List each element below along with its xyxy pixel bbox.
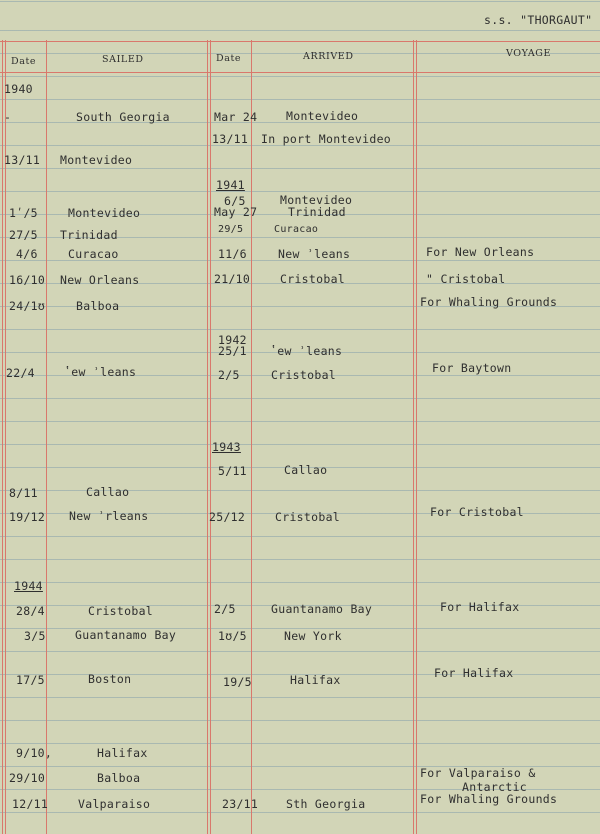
ship-name: s.s. "THORGAUT"	[484, 13, 593, 27]
header-arrived: ARRIVED	[303, 51, 354, 62]
year-1942: 1942	[218, 333, 247, 347]
sailed-port: Balboa	[97, 771, 141, 785]
sailed-port: South Georgia	[76, 110, 170, 124]
sail-date: 12/11	[12, 797, 49, 811]
sail-date: 19/12	[9, 510, 46, 524]
sail-date: 13/11	[4, 153, 41, 167]
arrived-port: Callao	[284, 463, 328, 477]
sailed-port: Trinidad	[60, 228, 118, 242]
arrive-date: 23/11	[222, 797, 259, 811]
sail-date: -	[4, 110, 12, 124]
sail-date: 1ʹ/5	[9, 206, 38, 220]
arrived-port: Curacao	[274, 224, 319, 235]
arrive-date: May 27	[214, 205, 258, 219]
arrive-date: 13/11	[212, 132, 249, 146]
sail-date: 27/5	[9, 228, 38, 242]
arrive-date: 1ʊ/5	[218, 629, 247, 643]
sail-date: 17/5	[16, 673, 45, 687]
sailed-column-rule	[46, 40, 47, 834]
sail-date: 8/11	[9, 486, 38, 500]
arrived-port: Montevideo	[280, 193, 353, 207]
sail-date: 16/10	[9, 273, 46, 287]
arrived-port: Halifax	[290, 673, 341, 687]
arrive-date: 6/5	[224, 194, 246, 208]
sailed-port: Callao	[86, 485, 130, 499]
header-sailed: SAILED	[102, 54, 144, 65]
arrive-date: 25/12	[209, 510, 246, 524]
sail-date: 4/6	[16, 247, 38, 261]
voyage-note: For Whaling Grounds	[420, 295, 558, 309]
arrived-port: In port Montevideo	[261, 132, 392, 146]
voyage-column-rule	[413, 40, 414, 834]
sailed-port: Guantanamo Bay	[75, 628, 177, 642]
arrived-port: New York	[284, 629, 342, 643]
arrived-port: Trinidad	[288, 205, 346, 219]
voyage-note: For Valparaiso &	[420, 766, 536, 780]
arrived-port: ʽew ʾleans	[270, 344, 343, 358]
arrived-port: Guantanamo Bay	[271, 602, 373, 616]
arrived-port: New ʾleans	[278, 247, 351, 261]
sail-date: 29/10	[9, 771, 46, 785]
sailed-port: ʽew ʾleans	[64, 365, 137, 379]
sailed-port: New ʾrleans	[69, 509, 149, 523]
sail-date: 9/10,	[16, 746, 53, 760]
voyage-note: For Baytown	[432, 361, 512, 375]
arrive-date: 25/1	[218, 344, 247, 358]
sailed-port: New Orleans	[60, 273, 140, 287]
sail-date: 22/4	[6, 366, 35, 380]
year-1944: 1944	[14, 579, 43, 593]
header-top-rule	[0, 41, 600, 42]
voyage-note: For Whaling Grounds	[420, 792, 558, 806]
sailed-port: Montevideo	[60, 153, 133, 167]
voyage-note: For New Orleans	[426, 245, 535, 259]
header-bottom-rule	[0, 72, 600, 73]
arrived-port: Cristobal	[275, 510, 341, 524]
sailed-port: Boston	[88, 672, 132, 686]
arrive-date: Mar 24	[214, 110, 258, 124]
year-1941: 1941	[216, 178, 245, 192]
arrived-port: Sth Georgia	[286, 797, 366, 811]
sail-date: 3/5	[24, 629, 46, 643]
voyage-note: " Cristobal	[426, 272, 506, 286]
arrive-date: 19/5	[223, 675, 252, 689]
sailed-port: Cristobal	[88, 604, 154, 618]
sailed-port: Valparaiso	[78, 797, 151, 811]
sail-date: 28/4	[16, 604, 45, 618]
left-margin-rule	[2, 40, 3, 834]
middle-column-rule	[207, 40, 208, 834]
arrived-port: Cristobal	[271, 368, 337, 382]
voyage-note: Antarctic	[462, 780, 528, 794]
header-date-sailed: Date	[11, 56, 37, 67]
voyage-note: For Halifax	[434, 666, 514, 680]
arrive-date: 5/11	[218, 464, 247, 478]
arrived-port: Cristobal	[280, 272, 346, 286]
voyage-note: For Cristobal	[430, 505, 524, 519]
arrive-date: 21/10	[214, 272, 251, 286]
arrive-date: 11/6	[218, 247, 247, 261]
sailed-port: Curacao	[68, 247, 119, 261]
voyage-note: For Halifax	[440, 600, 520, 614]
header-date-arrived: Date	[216, 53, 242, 64]
sail-date: 24/1ʊ	[9, 299, 46, 313]
arrived-port: Montevideo	[286, 109, 359, 123]
year-1940: 1940	[4, 82, 33, 96]
arrive-date: 2/5	[214, 602, 236, 616]
year-1943: 1943	[212, 440, 241, 454]
sailed-port: Montevideo	[68, 206, 141, 220]
arrived-column-rule	[251, 40, 252, 834]
arrive-date: 2/5	[218, 368, 240, 382]
sailed-port: Balboa	[76, 299, 120, 313]
header-voyage: VOYAGE	[506, 48, 552, 59]
sailed-port: Halifax	[97, 746, 148, 760]
arrive-date: 29/5	[218, 224, 244, 235]
